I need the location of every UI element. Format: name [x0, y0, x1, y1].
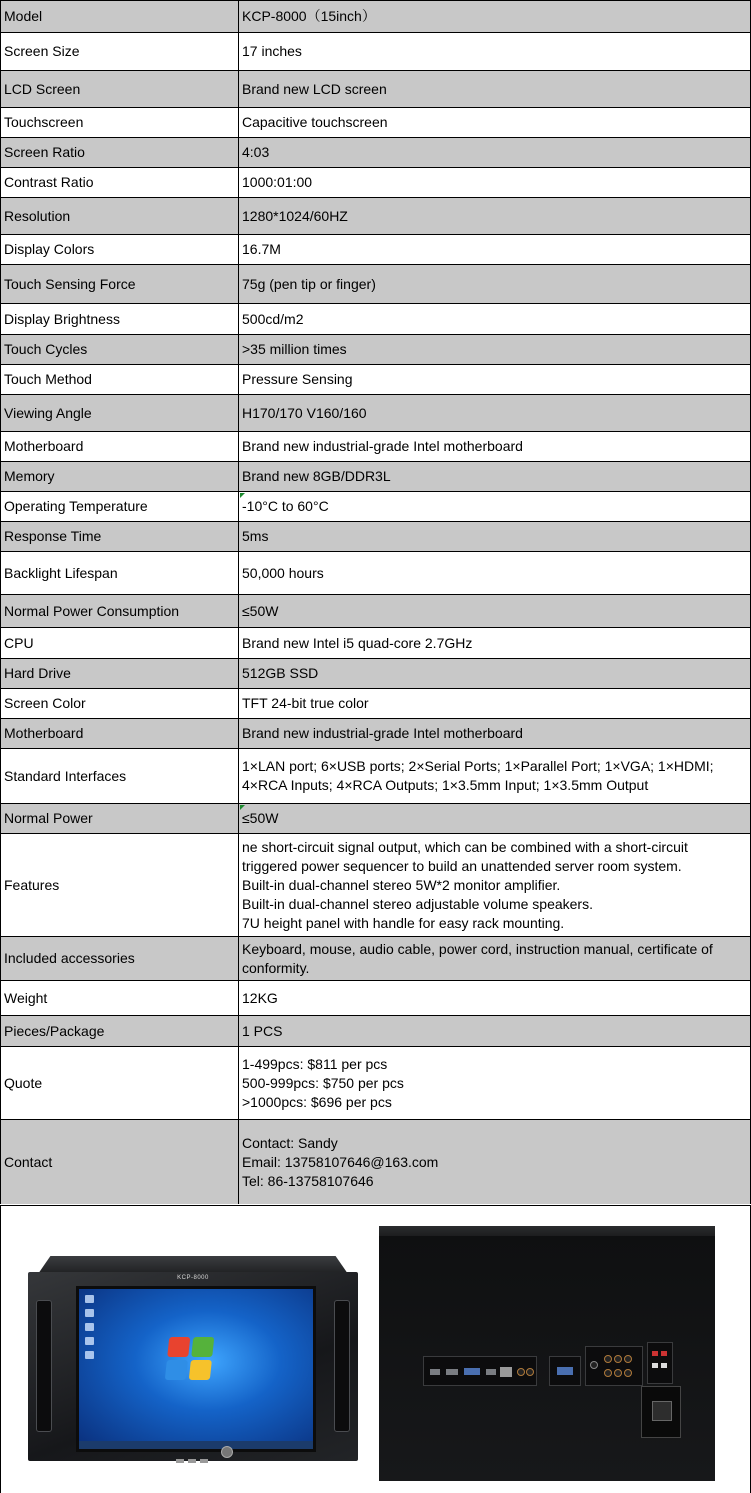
spec-label: Touchscreen	[0, 108, 239, 137]
spec-value	[239, 108, 751, 137]
rear-panel-photo	[379, 1226, 715, 1481]
spec-value	[239, 937, 751, 980]
spec-row	[0, 394, 751, 431]
spec-label: Screen Size	[0, 33, 239, 70]
spec-value-line: Brand new industrial-grade Intel motherboard	[242, 725, 523, 741]
spec-value	[239, 522, 751, 551]
spec-value-line: 1-499pcs: $811 per pcs	[242, 1055, 388, 1072]
desktop-icon	[85, 1295, 94, 1303]
spec-value	[239, 981, 751, 1015]
spec-row	[0, 551, 751, 594]
spec-label: Touch Method	[0, 365, 239, 394]
spec-value	[239, 659, 751, 688]
taskbar	[79, 1441, 313, 1449]
spec-value	[239, 628, 751, 658]
spec-value-line: 512GB SSD	[242, 665, 319, 681]
rear-chassis-face	[379, 1236, 715, 1481]
spec-value	[239, 235, 751, 264]
spec-label: Normal Power Consumption	[0, 595, 239, 627]
spec-label: Response Time	[0, 522, 239, 551]
spec-value	[239, 365, 751, 394]
spec-value-line: >1000pcs: $696 per pcs	[242, 1093, 392, 1110]
spec-value-line: ≤50W	[242, 602, 279, 619]
spec-row	[0, 658, 751, 688]
audio-panel	[585, 1346, 643, 1386]
spec-value-line: -10°C to 60°C	[242, 498, 329, 514]
spec-value-line: 50,000 hours	[242, 564, 324, 581]
spec-value-line: 500-999pcs: $750 per pcs	[242, 1074, 404, 1091]
spec-label: Normal Power	[0, 804, 239, 833]
spec-value-line: 12KG	[242, 989, 278, 1006]
spec-value-line: 17 inches	[242, 43, 302, 59]
spec-label: Pieces/Package	[0, 1016, 239, 1046]
spec-label: Model	[0, 1, 239, 32]
spec-row	[0, 364, 751, 394]
spec-row	[0, 833, 751, 936]
front-panel-photo	[28, 1256, 358, 1461]
spec-value	[239, 1120, 751, 1204]
spec-row	[0, 32, 751, 70]
spec-value	[239, 749, 751, 803]
spec-value	[239, 462, 751, 491]
spec-row	[0, 627, 751, 658]
spec-value	[239, 168, 751, 197]
spec-label: Display Brightness	[0, 304, 239, 334]
spec-value	[239, 71, 751, 107]
spec-value	[239, 595, 751, 627]
spec-label: Resolution	[0, 198, 239, 234]
spec-label: Backlight Lifespan	[0, 552, 239, 594]
spec-row	[0, 137, 751, 167]
spec-value	[239, 689, 751, 718]
spec-value-line: Keyboard, mouse, audio cable, power cord, instruction manual, certificate of	[242, 940, 713, 957]
spec-value-line: Email: 13758107646@163.com	[242, 1153, 439, 1170]
spec-label: LCD Screen	[0, 71, 239, 107]
spec-value	[239, 198, 751, 234]
power-inlet	[641, 1386, 681, 1438]
spec-value-line: Pressure Sensing	[242, 371, 353, 387]
spec-value-line: conformity.	[242, 959, 310, 976]
desktop-icon	[85, 1351, 94, 1359]
spec-row	[0, 1046, 751, 1119]
desktop-icon	[85, 1309, 94, 1317]
spec-row	[0, 748, 751, 803]
spec-row	[0, 0, 751, 32]
spec-value-line: TFT 24-bit true color	[242, 695, 369, 711]
spec-row	[0, 167, 751, 197]
right-handle	[334, 1300, 350, 1432]
spec-row	[0, 431, 751, 461]
spec-value-line: Brand new Intel i5 quad-core 2.7GHz	[242, 634, 473, 651]
spec-label: Quote	[0, 1047, 239, 1119]
spec-row	[0, 980, 751, 1015]
spec-label: Contact	[0, 1120, 239, 1204]
spec-value-line: Built-in dual-channel stereo 5W*2 monitor amplifier.	[242, 876, 561, 893]
spec-label: Features	[0, 834, 239, 936]
spec-value-line: Brand new industrial-grade Intel motherboard	[242, 438, 523, 454]
spec-value	[239, 1016, 751, 1046]
spec-value-line: ne short-circuit signal output, which can be combined with a short-circuit	[242, 838, 688, 855]
spec-value-line: 5ms	[242, 528, 269, 544]
spec-value	[239, 395, 751, 431]
spec-value-line: 1280*1024/60HZ	[242, 207, 348, 224]
spec-row	[0, 334, 751, 364]
spec-row	[0, 234, 751, 264]
spec-label: Weight	[0, 981, 239, 1015]
spec-value-line: Contact: Sandy	[242, 1134, 338, 1151]
spec-label: Screen Ratio	[0, 138, 239, 167]
spec-value-line: 500cd/m2	[242, 310, 304, 327]
desktop-icon	[85, 1323, 94, 1331]
speaker-terminals	[647, 1342, 673, 1384]
spec-row	[0, 688, 751, 718]
spec-value-line: 16.7M	[242, 241, 281, 257]
spec-value	[239, 834, 751, 936]
spec-value-line: Capacitive touchscreen	[242, 114, 388, 130]
spec-value-line: 1×LAN port; 6×USB ports; 2×Serial Ports; 1×Parallel Port; 1×VGA; 1×HDMI;	[242, 758, 714, 774]
spec-value-line: 4:03	[242, 144, 270, 160]
spec-value	[239, 1047, 751, 1119]
spec-value-line: Built-in dual-channel stereo adjustable volume speakers.	[242, 895, 593, 912]
spec-label: CPU	[0, 628, 239, 658]
spec-label: Screen Color	[0, 689, 239, 718]
spec-value	[239, 719, 751, 748]
spec-row	[0, 1015, 751, 1046]
product-images	[0, 1205, 751, 1493]
spec-row	[0, 70, 751, 107]
io-panel	[423, 1356, 537, 1386]
power-button-icon	[221, 1446, 233, 1458]
left-handle	[36, 1300, 52, 1432]
spec-value	[239, 138, 751, 167]
spec-row	[0, 107, 751, 137]
spec-label: Included accessories	[0, 937, 239, 980]
spec-value-line: KCP-8000（15inch）	[242, 8, 376, 24]
spec-value	[239, 304, 751, 334]
spec-value-line: Brand new 8GB/DDR3L	[242, 468, 391, 484]
spec-row	[0, 521, 751, 551]
spec-row	[0, 718, 751, 748]
spec-value-line: 1 PCS	[242, 1022, 283, 1039]
chassis-face	[28, 1272, 358, 1461]
spec-row	[0, 303, 751, 334]
desktop-icon	[85, 1337, 94, 1345]
spec-value-line: 7U height panel with handle for easy rack mounting.	[242, 914, 565, 931]
spec-value-line: ≤50W	[242, 810, 279, 826]
spec-value	[239, 804, 751, 833]
spec-label: Standard Interfaces	[0, 749, 239, 803]
spec-label: Contrast Ratio	[0, 168, 239, 197]
spec-row	[0, 197, 751, 234]
spec-value	[239, 1, 751, 32]
spec-value	[239, 335, 751, 364]
spec-row	[0, 594, 751, 627]
spec-row	[0, 936, 751, 980]
front-model-label: KCP-8000	[177, 1275, 209, 1281]
spec-label: Motherboard	[0, 432, 239, 461]
spec-label: Hard Drive	[0, 659, 239, 688]
spec-label: Memory	[0, 462, 239, 491]
spec-label: Viewing Angle	[0, 395, 239, 431]
spec-row	[0, 803, 751, 833]
vga-panel	[549, 1356, 581, 1386]
spec-value-line: 75g (pen tip or finger)	[242, 275, 376, 292]
spec-value-line: Brand new LCD screen	[242, 80, 387, 97]
spec-label: Display Colors	[0, 235, 239, 264]
spec-value-line: 1000:01:00	[242, 174, 313, 190]
spec-value-line: triggered power sequencer to build an unattended server room system.	[242, 857, 682, 874]
spec-value-line: 4×RCA Inputs; 4×RCA Outputs; 1×3.5mm Input; 1×3.5mm Output	[242, 777, 649, 793]
windows-logo-icon	[165, 1337, 216, 1381]
spec-value-line: H170/170 V160/160	[242, 404, 367, 421]
spec-label: Touch Cycles	[0, 335, 239, 364]
spec-row	[0, 264, 751, 303]
spec-value	[239, 432, 751, 461]
spec-value	[239, 265, 751, 303]
spec-value	[239, 492, 751, 521]
spec-value-line: >35 million times	[242, 341, 347, 357]
spec-label: Touch Sensing Force	[0, 265, 239, 303]
spec-value	[239, 552, 751, 594]
spec-row	[0, 461, 751, 491]
spec-row	[0, 1119, 751, 1204]
spec-row	[0, 491, 751, 521]
spec-value-line: Tel: 86-13758107646	[242, 1172, 374, 1189]
lcd-screen	[76, 1286, 316, 1452]
spec-label: Operating Temperature	[0, 492, 239, 521]
spec-label: Motherboard	[0, 719, 239, 748]
spec-value	[239, 33, 751, 70]
